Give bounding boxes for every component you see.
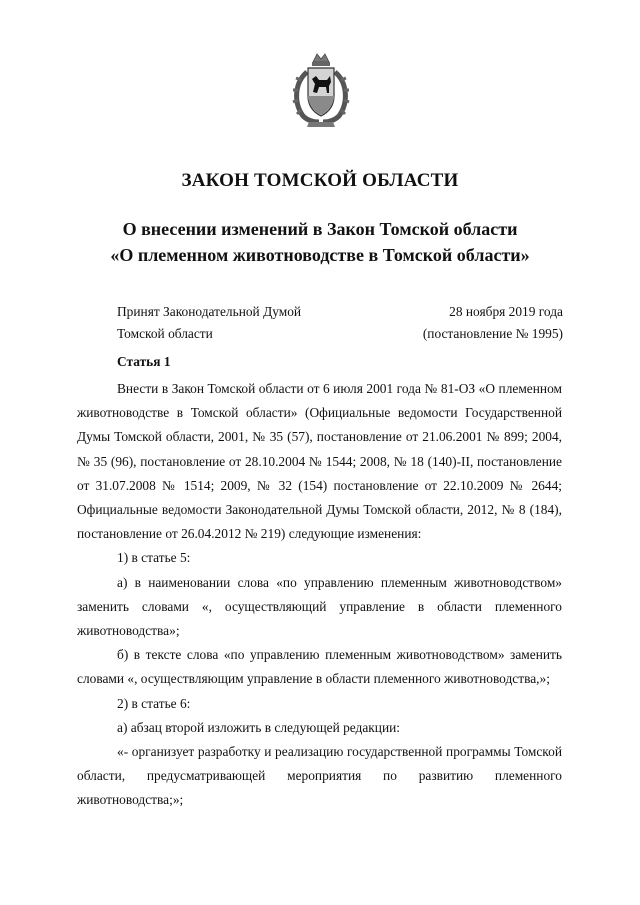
article-paragraph: Внести в Закон Томской области от 6 июля 2001 года № 81-ОЗ «О племенном животноводстве в Томской области» (Официальные ведомости Государственной Думы Томской области, 2001, № 35 (57), постановление от 21.06.2001 № 899; 2004, № 35 (96), постановление от 28.10.2004 № 1544; 2008, № 18 (140)-II, постановление от 31.07.2008 № 1514; 2009, № 32 (154) постановление от 22.10.2009 № 2644; Официальные ведомости Законодательной Думы Томской области, 2012, № 8 (184), постановление от 26.04.2012 № 219) следующие изменения: bbox=[77, 381, 562, 542]
article-paragraph: а) в наименовании слова «по управлению племенным животноводством» заменить словами «, осуществляющий управление в области племенного животноводства»; bbox=[77, 574, 562, 639]
adopted-by-line-2: Томской области bbox=[117, 326, 213, 341]
article-body bbox=[77, 377, 562, 813]
article-heading: Статья 1 bbox=[117, 354, 171, 369]
law-title: ЗАКОН ТОМСКОЙ ОБЛАСТИ bbox=[181, 170, 459, 191]
adopted-by-line-1: Принят Законодательной Думой bbox=[117, 304, 302, 319]
article-paragraph: 2) в статье 6: bbox=[117, 695, 191, 711]
adoption-date bbox=[423, 301, 563, 345]
resolution-number: (постановление № 1995) bbox=[422, 326, 563, 341]
article-paragraph: а) абзац второй изложить в следующей редакции: bbox=[117, 719, 401, 735]
law-subtitle-line-1: О внесении изменений в Закон Томской области bbox=[122, 219, 518, 239]
adoption-date-line: 28 ноября 2019 года bbox=[449, 304, 563, 319]
tomsk-coat-of-arms-emblem bbox=[289, 52, 353, 130]
article-paragraph: «- организует разработку и реализацию государственной программы Томской области, предусматривающей мероприятия по развитию племенного животноводства;»; bbox=[77, 744, 562, 808]
article-paragraph: 1) в статье 5: bbox=[117, 550, 191, 566]
article-paragraph: б) в тексте слова «по управлению племенным животноводством» заменить словами «, осуществляющим управление в области племенного животноводства,»; bbox=[77, 647, 562, 687]
adopted-by bbox=[117, 301, 301, 345]
law-subtitle-line-2: «О племенном животноводстве в Томской области» bbox=[110, 245, 530, 265]
